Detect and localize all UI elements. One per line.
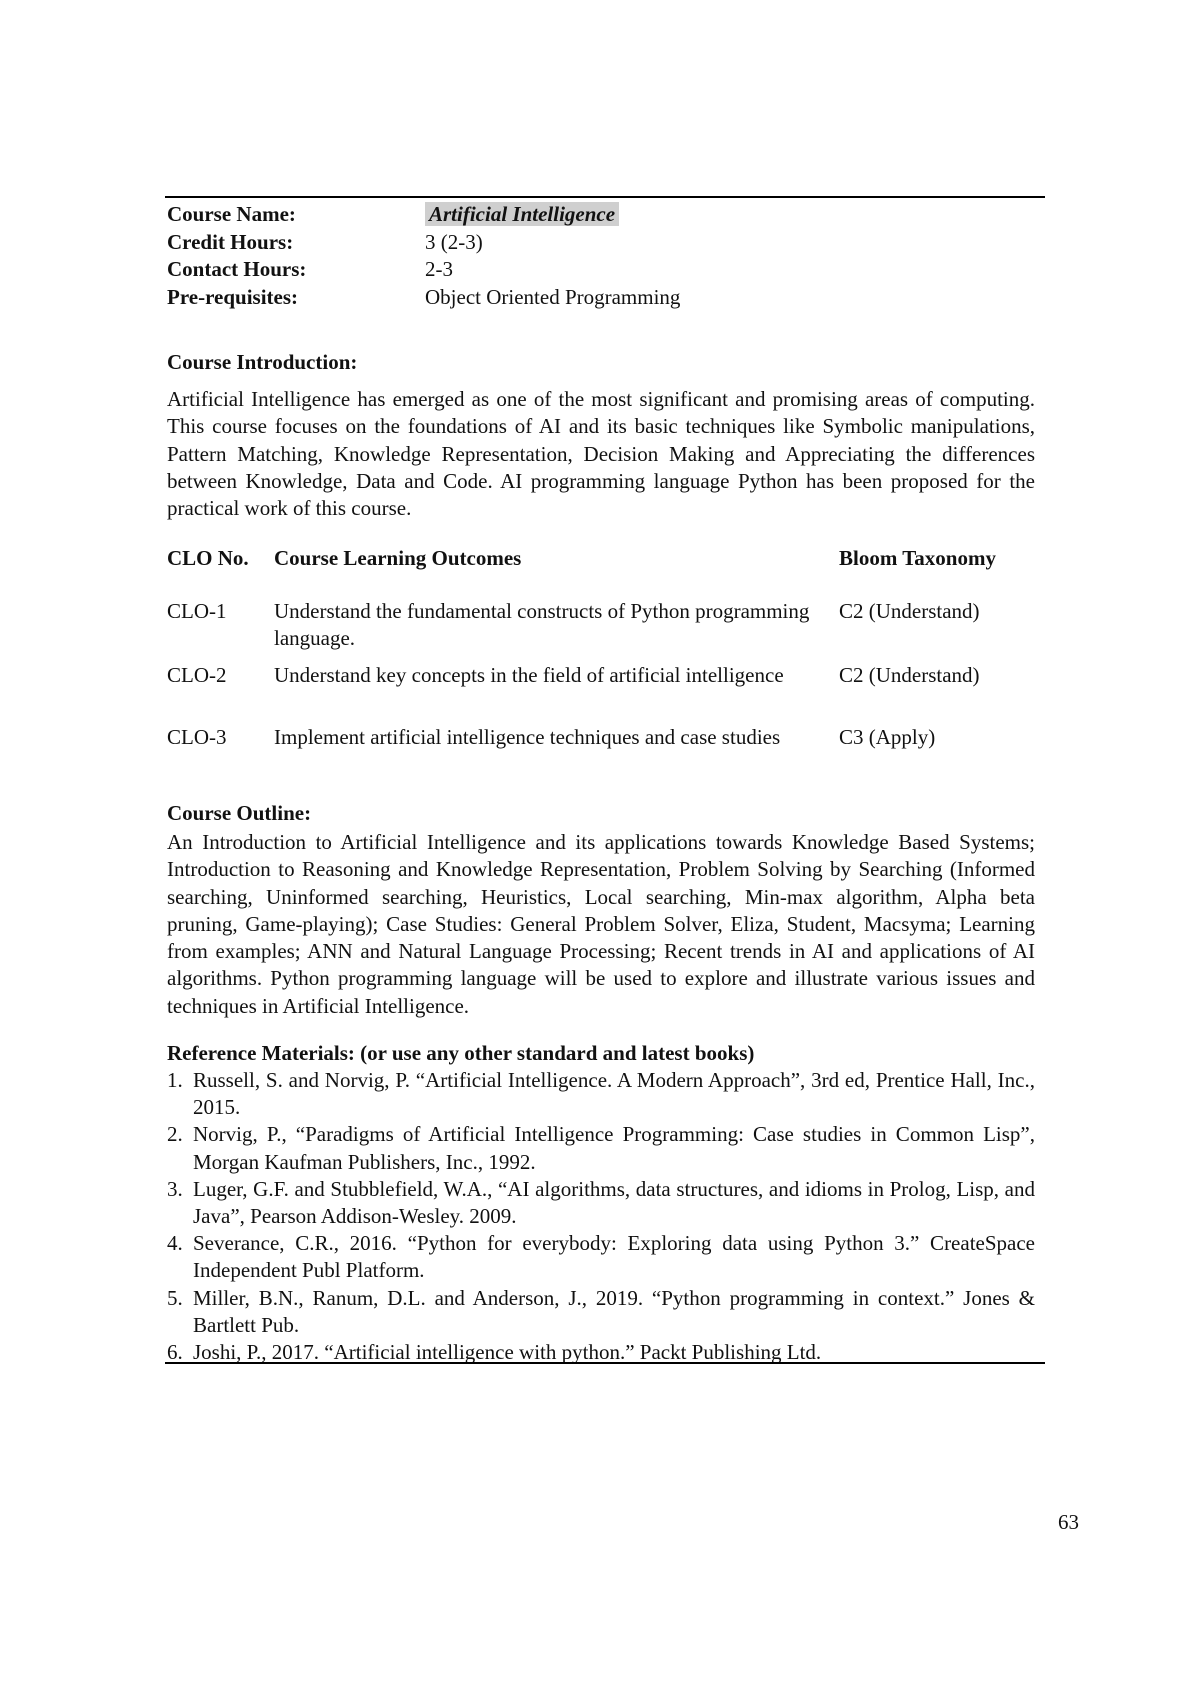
clo-bloom: C2 (Understand) — [839, 599, 980, 623]
clo-table — [167, 545, 1037, 786]
clo-bloom: C2 (Understand) — [839, 663, 980, 687]
intro-heading: Course Introduction: — [167, 350, 358, 374]
reference-materials — [167, 1040, 1035, 1366]
clo-outcome-header: Course Learning Outcomes — [274, 546, 522, 570]
table-row — [167, 724, 1037, 786]
outline-heading: Course Outline: — [167, 801, 312, 825]
intro-text: Artificial Intelligence has emerged as one of the most significant and promising areas of computing. This course focuses on the foundations of AI and its basic techniques like Symbolic manipulations, Pattern Matching, Knowledge Representation, Decision Making and Appreciating the differences between Knowledge, Data and Code. AI programming language Python has been proposed for the practical work of this course. — [167, 387, 1035, 521]
course-info — [167, 201, 1027, 311]
contact-hours-label: Contact Hours: — [167, 257, 307, 281]
top-rule — [165, 196, 1045, 198]
list-item — [167, 1176, 1035, 1230]
ref-number: 5. — [167, 1285, 183, 1310]
ref-number: 2. — [167, 1122, 183, 1147]
course-introduction — [167, 349, 1035, 522]
list-item — [167, 1285, 1035, 1339]
ref-number: 1. — [167, 1068, 183, 1092]
prerequisites-value: Object Oriented Programming — [425, 284, 681, 309]
ref-number: 3. — [167, 1176, 183, 1201]
list-item — [167, 1121, 1035, 1175]
course-name-value: Artificial Intelligence — [425, 202, 619, 226]
clo-outcome: Understand key concepts in the field of artificial intelligence — [274, 663, 784, 687]
credit-hours-label: Credit Hours: — [167, 229, 294, 254]
clo-no: CLO-3 — [167, 725, 227, 749]
credit-hours-value: 3 (2-3) — [425, 229, 483, 254]
clo-no-header: CLO No. — [167, 546, 249, 570]
clo-no: CLO-2 — [167, 663, 227, 687]
credit-hours-row — [167, 229, 1027, 257]
clo-bloom-header: Bloom Taxonomy — [839, 546, 996, 570]
reference-list — [167, 1067, 1035, 1366]
clo-no: CLO-1 — [167, 599, 227, 623]
ref-number: 6. — [167, 1340, 183, 1365]
ref-text: Luger, G.F. and Stubblefield, W.A., “AI algorithms, data structures, and idioms in Prolog, Lisp, and Java”, Pearson Addison-Wesley. 2009. — [193, 1176, 1035, 1229]
ref-text: Norvig, P., “Paradigms of Artificial Intelligence Programming: Case studies in Common Lisp”, Morgan Kaufman Publishers, Inc., 1992. — [193, 1122, 1035, 1174]
course-outline — [167, 800, 1035, 1020]
references-heading: Reference Materials: (or use any other standard and latest books) — [167, 1041, 755, 1065]
clo-outcome: Understand the fundamental constructs of Python programming language. — [274, 599, 810, 650]
ref-text: Miller, B.N., Ranum, D.L. and Anderson, J., 2019. “Python programming in context.” Jones & Bartlett Pub. — [193, 1285, 1035, 1337]
clo-header-row — [167, 545, 1037, 598]
list-item — [167, 1230, 1035, 1284]
clo-bloom: C3 (Apply) — [839, 725, 936, 749]
contact-hours-row — [167, 256, 1027, 284]
table-row — [167, 662, 1037, 724]
bottom-rule — [165, 1362, 1045, 1364]
ref-text: Russell, S. and Norvig, P. “Artificial Intelligence. A Modern Approach”, 3rd ed, Prentice Hall, Inc., 2015. — [193, 1068, 1035, 1120]
table-row — [167, 598, 1037, 662]
clo-outcome: Implement artificial intelligence techniques and case studies — [274, 725, 781, 749]
contact-hours-value: 2-3 — [425, 257, 453, 281]
ref-text: Joshi, P., 2017. “Artificial intelligence with python.” Packt Publishing Ltd. — [193, 1340, 822, 1365]
ref-number: 4. — [167, 1231, 183, 1256]
ref-text: Severance, C.R., 2016. “Python for everybody: Exploring data using Python 3.” CreateSpace Independent Publ Platform. — [193, 1231, 1035, 1283]
list-item — [167, 1067, 1035, 1121]
course-name-label: Course Name: — [167, 202, 296, 226]
prerequisites-row — [167, 284, 1027, 312]
outline-text: An Introduction to Artificial Intelligence and its applications towards Knowledge Based Systems; Introduction to Reasoning and Knowledge Representation, Problem Solving by Searching (Informed searching, Uninformed searching, Heuristics, Local searching, Min-max algorithm, Alpha beta pruning, Game-playing); Case Studies: General Problem Solver, Eliza, Student, Macsyma; Learning from examples; ANN and Natural Language Processing; Recent trends in AI and applications of AI algorithms. Python programming language will be used to explore and illustrate various issues and techniques in Artificial Intelligence. — [167, 830, 1035, 1018]
prerequisites-label: Pre-requisites: — [167, 284, 299, 309]
page-number: 63 — [1058, 1510, 1079, 1534]
course-name-row — [167, 201, 1027, 229]
